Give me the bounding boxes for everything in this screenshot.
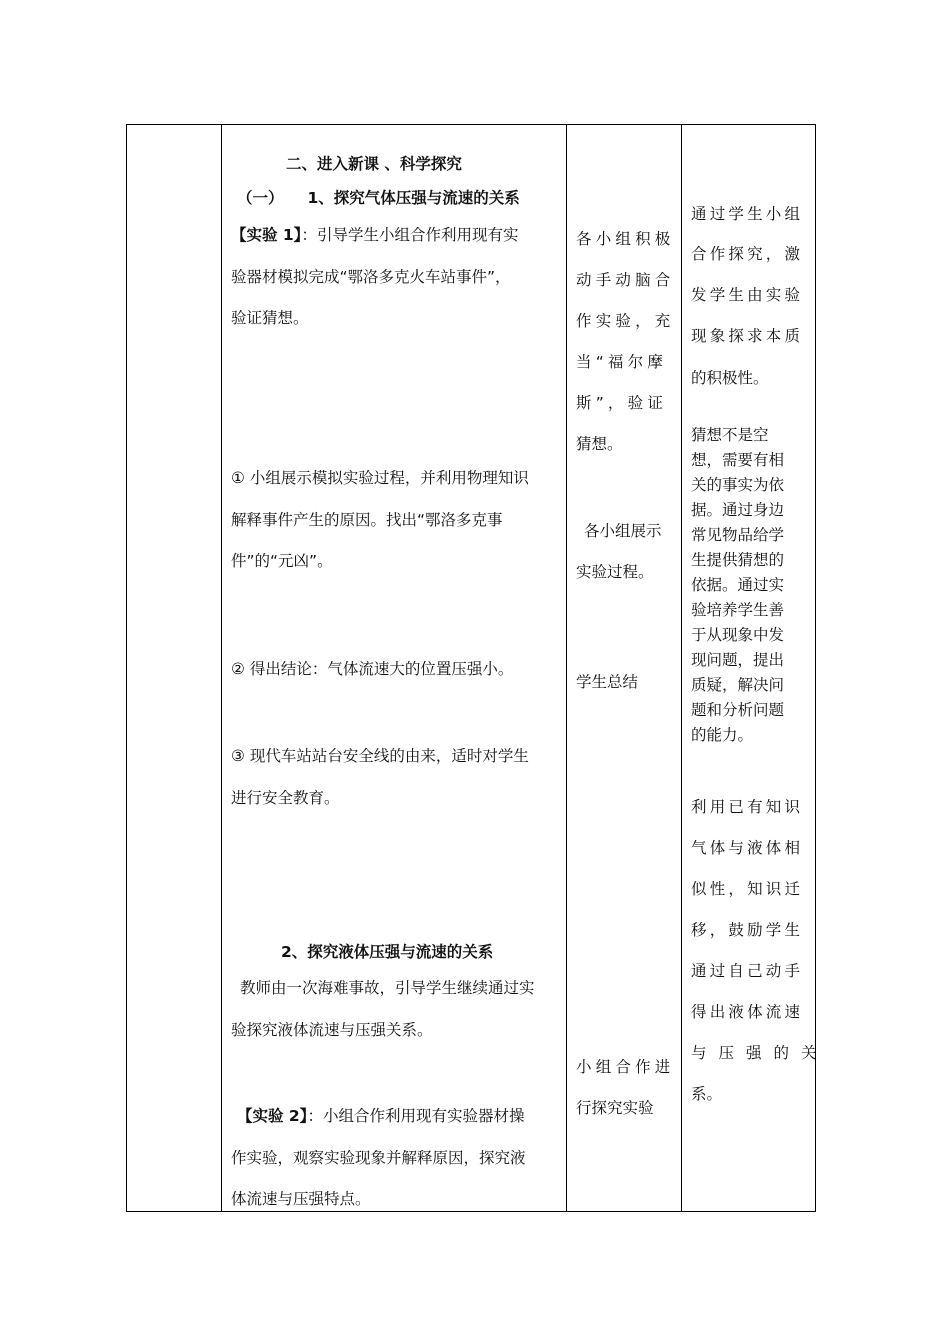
experiment-2-line: 【实验 2】：小组合作利用现有实验器材操 [237,1107,525,1125]
student-text-line: 行探究实验 [576,1099,654,1117]
student-text-line: 斯”，验证 [576,394,668,412]
column-divider [681,125,682,1211]
experiment-1-line: 验器材模拟完成“鄂洛多克火车站事件”， [231,268,511,286]
column-teacher-activities [231,125,561,1211]
student-text-line: 作实验，充 [576,312,675,330]
subsection-heading-2: 2、探究液体压强与流速的关系 [281,943,494,961]
intent-text-line: 得出液体流速 [691,1003,804,1021]
intro-line: 教师由一次海难事故，引导学生继续通过实 [240,979,535,997]
experiment-2-line: 体流速与压强特点。 [231,1190,371,1208]
intent-text-line: 依据。通过实 [691,576,785,594]
intent-text-line: 合作探究，激 [691,245,804,263]
experiment-2-tag: 【实验 2】 [237,1107,308,1125]
column-empty [127,125,221,1211]
intent-text-line: 现问题，提出 [691,651,785,669]
section-heading: 二、进入新课 、科学探究 [286,155,462,173]
student-text-line: 猜想。 [576,435,623,453]
column-divider [221,125,222,1211]
intent-text-line: 现象探求本质 [691,327,804,345]
intent-text-line: 的能力。 [691,726,754,744]
intro-line: 验探究液体流速与压强关系。 [231,1021,433,1039]
intent-text-line: 质疑，解决问 [691,676,785,694]
heading-prefix: （一） [237,189,284,207]
intent-text-line: 于从现象中发 [691,626,785,644]
intent-text-line: 与压强的关 [691,1044,829,1062]
intent-text-line: 似性，知识迁 [691,880,804,898]
student-text-line: 当“福尔摩 [576,353,668,371]
intent-text-line: 通过自己动手 [691,962,804,980]
intent-text-line: 常见物品给学 [691,526,785,544]
heading-text: 1、探究气体压强与流速的关系 [307,189,520,207]
intent-text-line: 生提供猜想的 [691,551,785,569]
intent-text-line: 发学生由实验 [691,286,804,304]
lesson-plan-table [126,124,829,1212]
student-summary: 学生总结 [576,673,639,691]
student-text-line: 小组合作进 [576,1058,675,1076]
intent-text-line: 系。 [691,1085,723,1103]
step-3-line: ③ 现代车站站台安全线的由来，适时对学生 [231,747,529,765]
column-student-activities [576,125,676,1211]
subsection-heading-1 [237,191,561,207]
experiment-2-line: 作实验，观察实验现象并解释原因，探究液 [231,1149,526,1167]
experiment-1-line: 验证猜想。 [231,309,309,327]
intent-text-line: 利用已有知识 [691,798,804,816]
intent-text-line: 想，需要有相 [691,451,785,469]
student-text-line: 实验过程。 [576,563,654,581]
intent-text-line: 的积极性。 [691,369,769,387]
column-design-intent [691,125,829,1211]
intent-text-line: 关的事实为依 [691,476,785,494]
student-text-line: 各小组展示 [584,522,662,540]
step-1-line: ① 小组展示模拟实验过程，并利用物理知识 [231,469,529,487]
column-divider [566,125,567,1211]
intent-text-line: 验培养学生善 [691,601,785,619]
experiment-1-tag: 【实验 1】 [231,226,302,244]
student-text-line: 各小组积极 [576,230,675,248]
intent-text-line: 猜想不是空 [691,426,769,444]
intent-text-line: 据。通过身边 [691,501,785,519]
experiment-1-line: 【实验 1】：引导学生小组合作利用现有实 [231,226,519,244]
intent-text-line: 移，鼓励学生 [691,921,804,939]
step-3-line: 进行安全教育。 [231,789,340,807]
step-1-line: 解释事件产生的原因。找出“鄂洛多克事 [231,511,503,529]
intent-text-line: 气体与液体相 [691,839,804,857]
student-text-line: 动手动脑合 [576,271,675,289]
intent-text-line: 题和分析问题 [691,701,785,719]
step-2-conclusion: ② 得出结论：气体流速大的位置压强小。 [231,660,514,678]
step-1-line: 件”的“元凶”。 [231,552,333,570]
intent-text-line: 通过学生小组 [691,205,804,223]
